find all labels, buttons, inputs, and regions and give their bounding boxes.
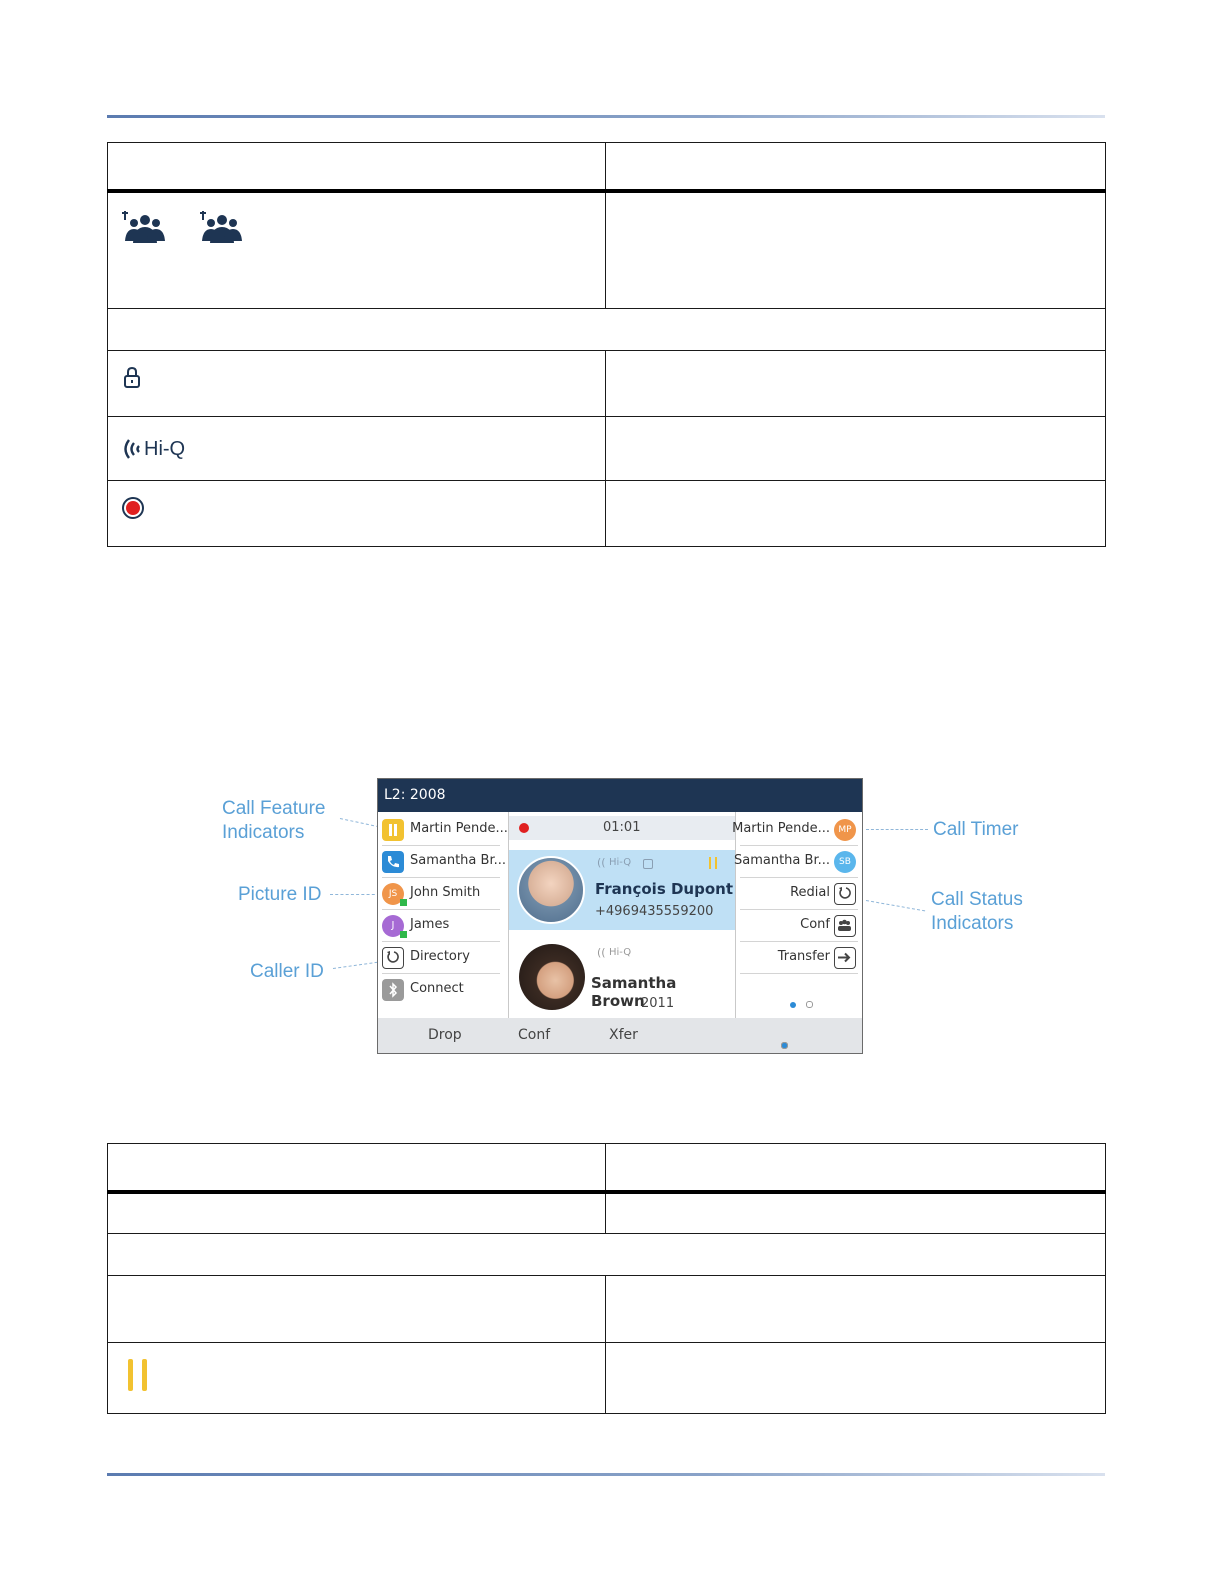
- callout-line: [866, 829, 928, 830]
- conf-button[interactable]: Conf: [740, 911, 858, 942]
- left-list: [378, 812, 509, 1018]
- page-dot: [806, 1001, 813, 1008]
- list-item[interactable]: JS John Smith: [382, 879, 500, 910]
- avatar-icon: J: [382, 915, 404, 937]
- table-section-row: [108, 309, 1106, 351]
- caller-number: +4969435559200: [595, 904, 714, 919]
- table-header-row: [108, 1144, 1106, 1192]
- table-row: [108, 1192, 1106, 1234]
- hiq-wave-icon: ((: [597, 856, 606, 869]
- conference-icon: [120, 209, 260, 259]
- hiq-label: Hi-Q: [609, 947, 632, 958]
- hiq-wave-icon: [120, 437, 142, 461]
- page-indicator: [790, 993, 813, 1012]
- list-item[interactable]: Samantha Br...: [382, 847, 500, 878]
- list-item[interactable]: Connect: [382, 975, 500, 1005]
- hold-icon: [126, 1357, 156, 1397]
- right-list: [732, 812, 863, 1018]
- page-dot: [781, 1042, 788, 1049]
- xfer-softkey[interactable]: Xfer: [609, 1027, 638, 1043]
- record-icon: [120, 495, 146, 521]
- active-call-card[interactable]: [509, 850, 735, 930]
- caller-name: Samantha Brown: [591, 974, 677, 1010]
- callout-call-timer: Call Timer: [933, 819, 1019, 840]
- page-dot-active: [790, 1002, 796, 1008]
- callout-call-status: Call Status Indicators: [931, 889, 1023, 934]
- directory-icon: [382, 947, 404, 969]
- drop-softkey[interactable]: Drop: [428, 1027, 462, 1043]
- table-row: [108, 191, 1106, 309]
- callout-line: [330, 894, 380, 895]
- callout-line: [340, 818, 379, 827]
- header-rule: [107, 115, 1105, 118]
- hiq-wave-icon: ((: [597, 946, 606, 959]
- caller-number: 2011: [641, 996, 675, 1011]
- hold-icon: [709, 857, 717, 869]
- callout-line: [333, 962, 378, 969]
- list-item[interactable]: Martin Pende... MP: [740, 815, 858, 846]
- icons-table-2: [107, 1143, 1106, 1414]
- record-icon: [519, 823, 529, 833]
- callout-call-feature: Call Feature Indicators: [222, 798, 326, 843]
- list-item[interactable]: Directory: [382, 943, 500, 974]
- icons-table-1: [107, 142, 1106, 547]
- list-item[interactable]: Martin Pende...: [382, 815, 500, 846]
- lock-icon: [120, 365, 144, 391]
- hold-icon: [382, 819, 404, 841]
- list-item[interactable]: J James: [382, 911, 500, 942]
- list-item[interactable]: Samantha Br... SB: [740, 847, 858, 878]
- hiq-label: Hi-Q: [609, 857, 632, 868]
- call-timer: 01:01: [603, 820, 641, 835]
- avatar-icon: MP: [834, 819, 856, 841]
- phone-icon: [382, 851, 404, 873]
- phone-screen: [377, 778, 863, 1054]
- conf-softkey[interactable]: Conf: [518, 1027, 551, 1043]
- timer-bar: [509, 816, 735, 840]
- hiq-label: Hi-Q: [144, 437, 186, 460]
- transfer-button[interactable]: Transfer: [740, 943, 858, 974]
- caller-name: François Dupont: [595, 880, 733, 898]
- softkey-bar: [378, 1018, 862, 1054]
- lock-icon: [643, 859, 653, 869]
- presence-dot: [400, 931, 407, 938]
- bluetooth-icon: [382, 979, 404, 1001]
- conference-icon: [834, 915, 856, 937]
- callout-picture-id: Picture ID: [238, 884, 322, 905]
- table-row: [108, 351, 1106, 417]
- table-row: [108, 417, 1106, 481]
- footer-rule: [107, 1473, 1105, 1476]
- table-header-row: [108, 143, 1106, 191]
- second-call-card[interactable]: [509, 936, 735, 1018]
- callout-line: [866, 900, 925, 911]
- transfer-icon: [834, 947, 856, 969]
- redial-button[interactable]: Redial: [740, 879, 858, 910]
- table-section-row: [108, 1234, 1106, 1276]
- call-area: [509, 812, 735, 1018]
- redial-icon: [834, 883, 856, 905]
- table-row: [108, 481, 1106, 547]
- presence-dot: [400, 899, 407, 906]
- table-row: [108, 1343, 1106, 1414]
- avatar-icon: SB: [834, 851, 856, 873]
- caller-photo: [519, 944, 585, 1010]
- line-label: L2: 2008: [378, 779, 862, 812]
- callout-caller-id: Caller ID: [250, 961, 324, 982]
- caller-photo: [517, 856, 585, 924]
- table-row: [108, 1276, 1106, 1343]
- avatar-icon: JS: [382, 883, 404, 905]
